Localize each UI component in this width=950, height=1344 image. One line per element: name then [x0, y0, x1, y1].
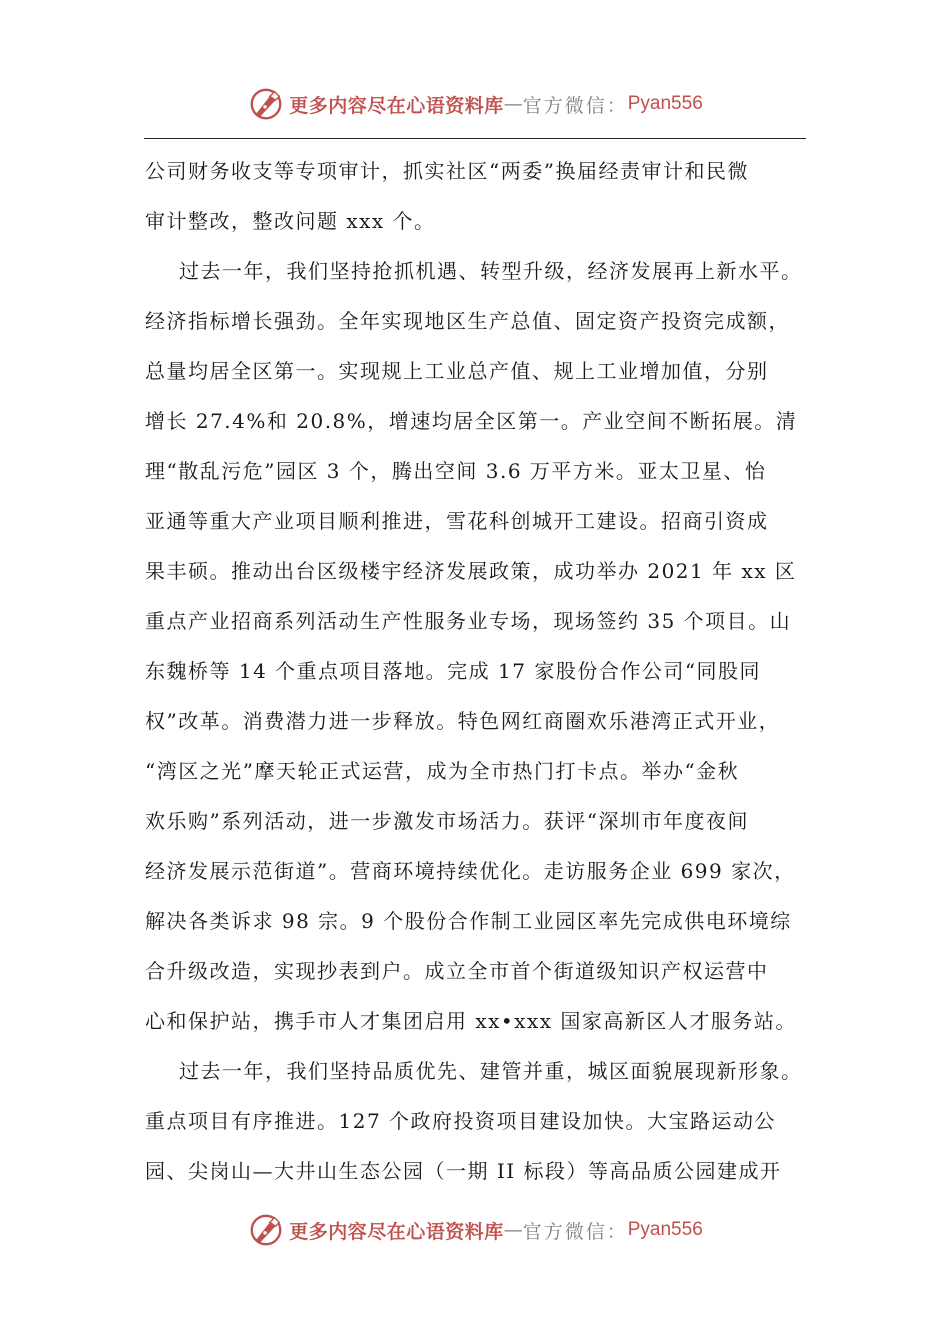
- pen-nib-logo-icon: [247, 85, 285, 123]
- body-line: 公司财务收支等专项审计，抓实社区“两委”换届经责审计和民微: [145, 159, 749, 183]
- wechat-label: 官方微信：: [522, 94, 628, 117]
- header-divider: [144, 138, 806, 139]
- pen-nib-logo-icon: [247, 1211, 285, 1249]
- paragraph-start-line: 过去一年，我们坚持抢抓机遇、转型升级，经济发展再上新水平。: [179, 259, 803, 283]
- body-line: 重点产业招商系列活动生产性服务业专场，现场签约 35 个项目。山: [145, 609, 792, 633]
- site-name: 更多内容尽在心语资料库: [289, 94, 504, 117]
- header-banner: [0, 82, 950, 126]
- body-line: “湾区之光”摩天轮正式运营，成为全市热门打卡点。举办“金秋: [145, 759, 740, 783]
- body-line: 亚通等重大产业项目顺利推进，雪花科创城开工建设。招商引资成: [145, 509, 769, 533]
- body-line: 权”改革。消费潜力进一步释放。特色网红商圈欢乐港湾正式开业，: [145, 709, 781, 733]
- body-line: 总量均居全区第一。实现规上工业总产值、规上工业增加值，分别: [145, 359, 769, 383]
- document-body: [145, 150, 825, 1200]
- paragraph-start-line: 过去一年，我们坚持品质优先、建管并重，城区面貌展现新形象。: [179, 1059, 803, 1083]
- wechat-handle: Pyan556: [627, 93, 703, 114]
- banner-dash: —: [503, 93, 523, 115]
- wechat-handle: Pyan556: [627, 1219, 703, 1240]
- body-line: 合升级改造，实现抄表到户。成立全市首个街道级知识产权运营中: [145, 959, 769, 983]
- body-line: 欢乐购”系列活动，进一步激发市场活力。获评“深圳市年度夜间: [145, 809, 749, 833]
- body-line: 重点项目有序推进。127 个政府投资项目建设加快。大宝路运动公: [145, 1109, 777, 1133]
- body-line: 理“散乱污危”园区 3 个，腾出空间 3.6 万平方米。亚太卫星、怡: [145, 459, 767, 483]
- banner-dash: —: [503, 1219, 523, 1241]
- body-line: 经济发展示范街道”。营商环境持续优化。走访服务企业 699 家次，: [145, 859, 796, 883]
- body-line: 解决各类诉求 98 宗。9 个股份合作制工业园区率先完成供电环境综: [145, 909, 792, 933]
- body-line: 审计整改，整改问题 xxx 个。: [145, 209, 436, 233]
- wechat-label: 官方微信：: [522, 1220, 628, 1243]
- body-line: 东魏桥等 14 个重点项目落地。完成 17 家股份合作公司“同股同: [145, 659, 762, 683]
- footer-banner: [0, 1208, 950, 1252]
- body-line: 增长 27.4%和 20.8%，增速均居全区第一。产业空间不断拓展。清: [145, 409, 798, 433]
- body-line: 园、尖岗山—大井山生态公园（一期 II 标段）等高品质公园建成开: [145, 1159, 782, 1183]
- body-line: 果丰硕。推动出台区级楼宇经济发展政策，成功举办 2021 年 xx 区: [145, 559, 797, 583]
- site-name: 更多内容尽在心语资料库: [289, 1220, 504, 1243]
- body-line: 经济指标增长强劲。全年实现地区生产总值、固定资产投资完成额，: [145, 309, 790, 333]
- body-line: 心和保护站，携手市人才集团启用 xx•xxx 国家高新区人才服务站。: [145, 1009, 797, 1033]
